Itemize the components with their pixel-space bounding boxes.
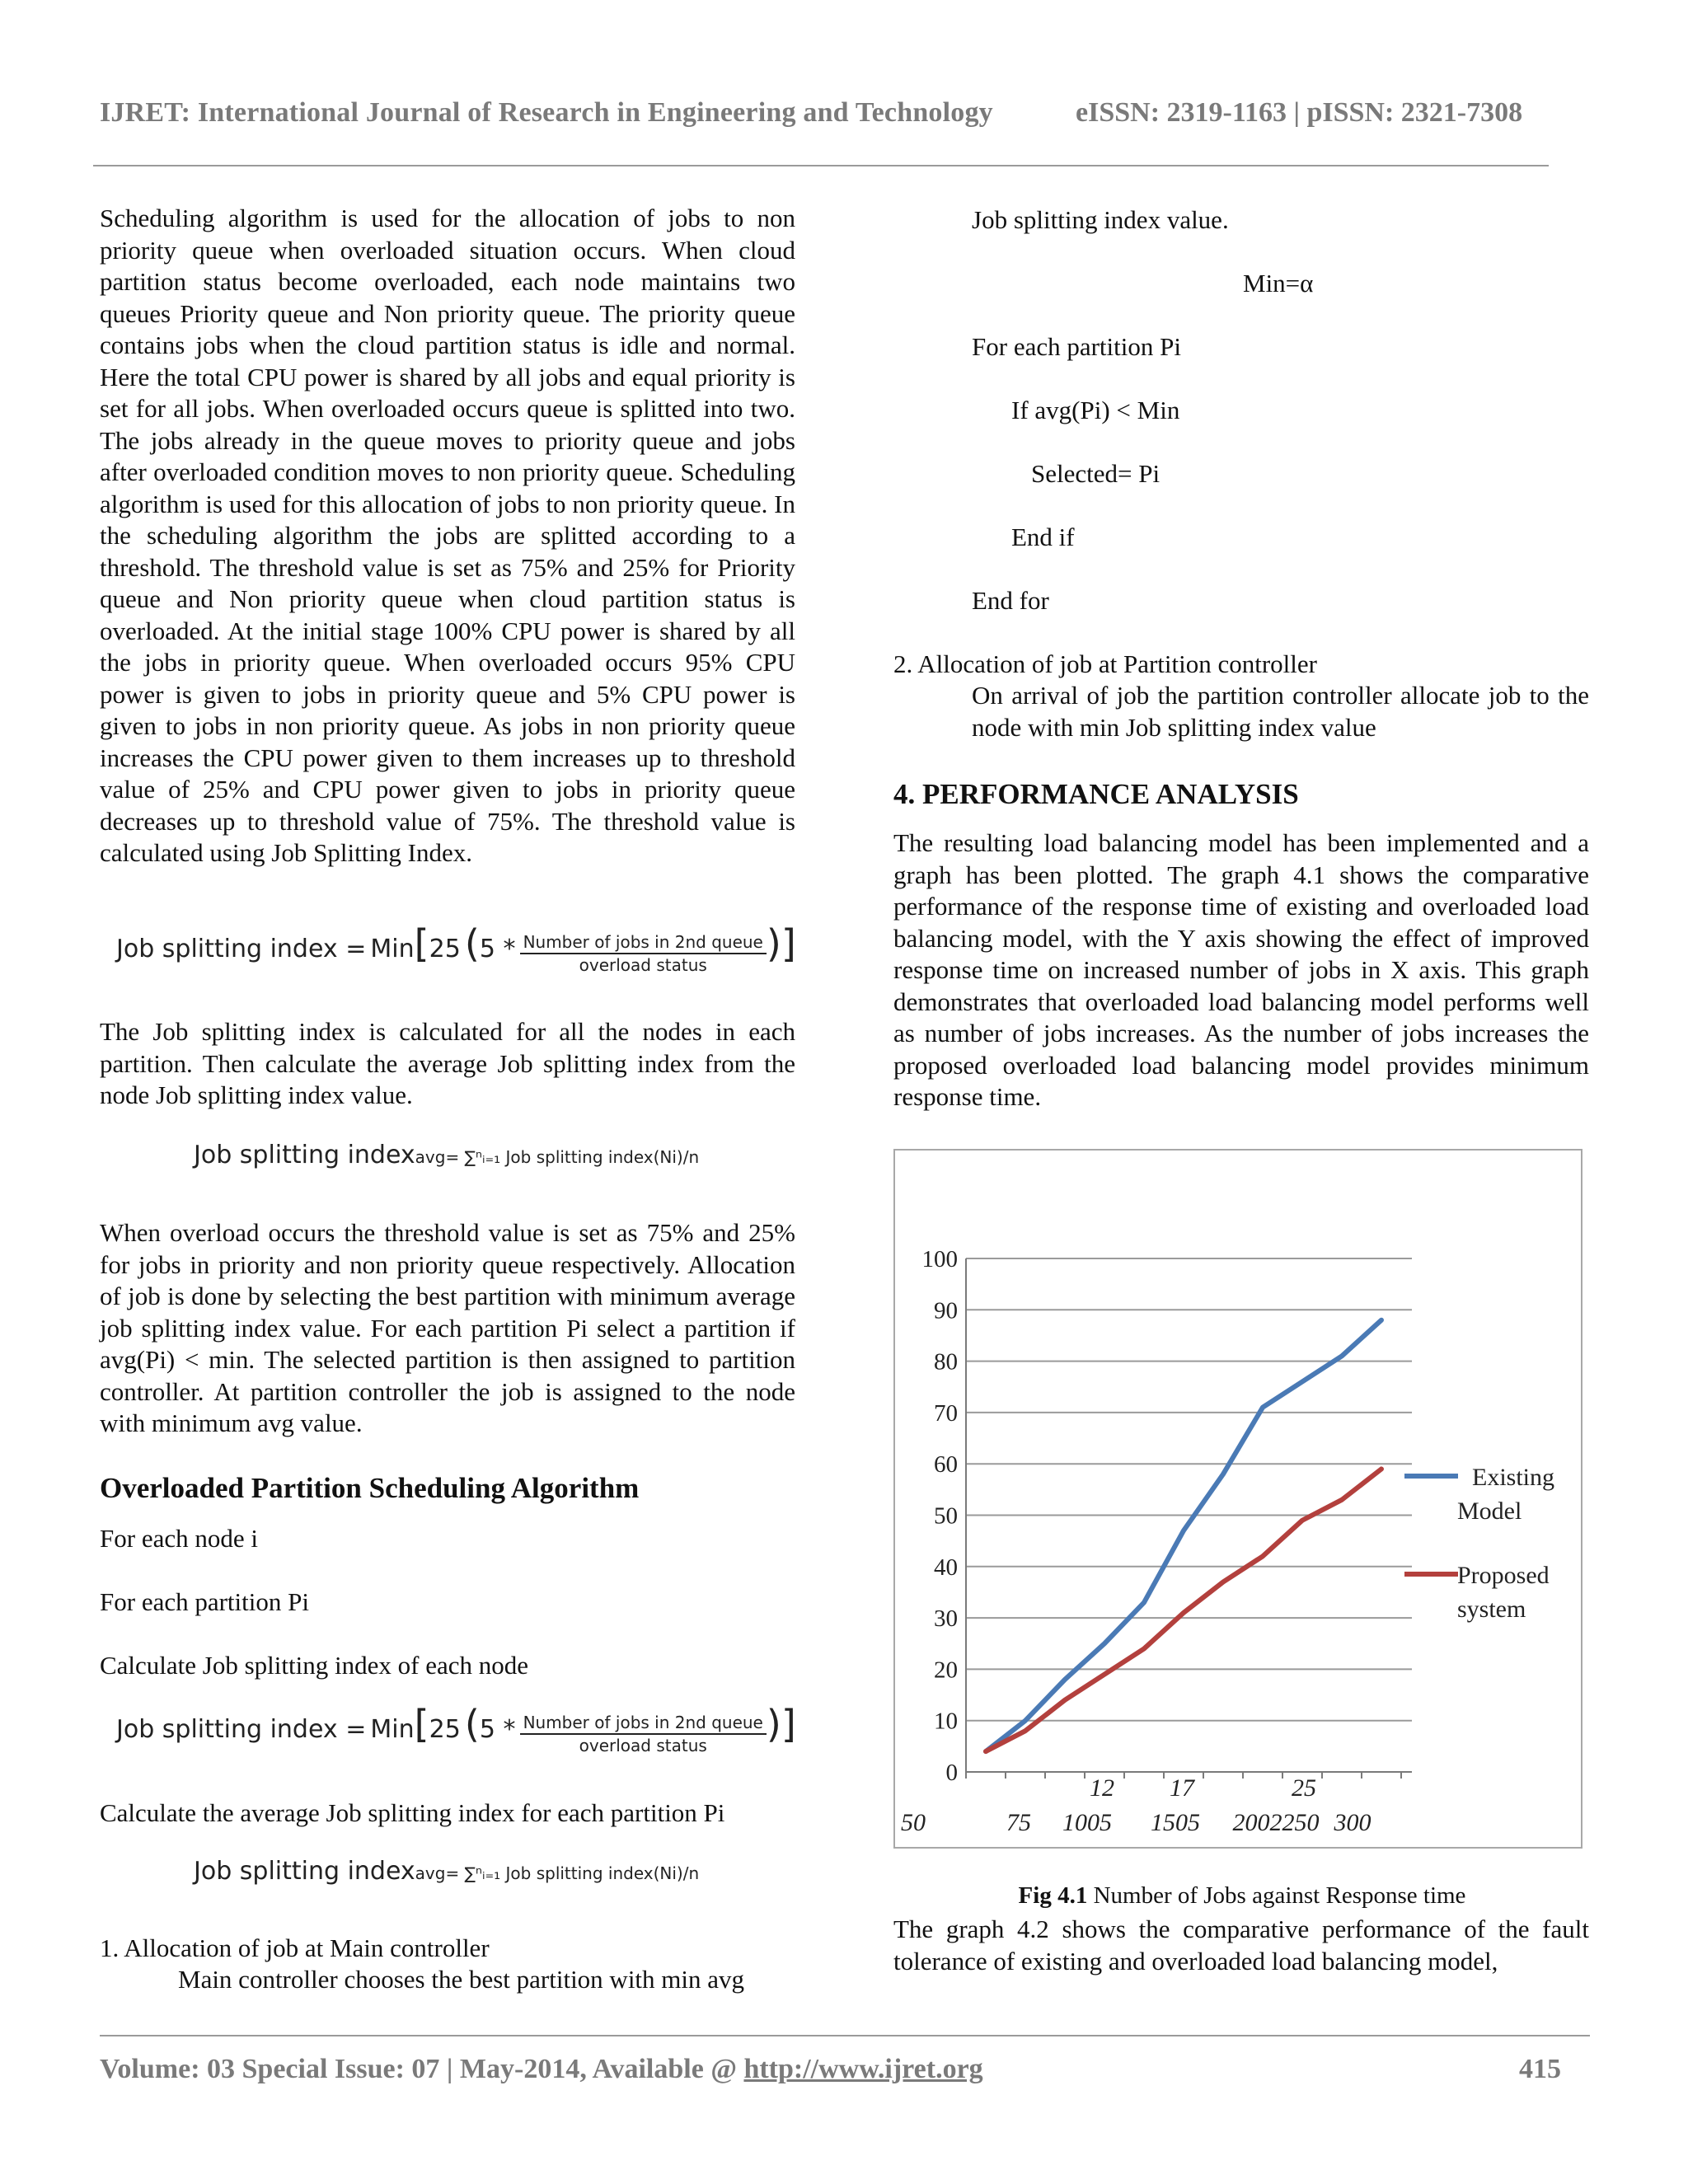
y-tick-label: 30 [934,1605,958,1633]
y-tick-label: 20 [934,1657,958,1684]
figure-caption: Fig 4.1 Number of Jobs against Response time [1018,1882,1466,1909]
footer-rule [100,2035,1590,2036]
alloc2-text: On arrival of job the partition controller allocate job to the node with min Job splitting index value [972,681,1589,742]
algo-line-partition: For each partition Pi [100,1587,309,1616]
legend-label: system [1457,1596,1526,1623]
after-caption-paragraph: The graph 4.2 shows the comparative performance of the fault tolerance of existing and overloaded load balancing model, [893,1915,1589,1975]
min-alpha: Min=α [1243,269,1314,298]
response-time-chart-svg [895,1151,1581,1847]
y-tick-label: 100 [921,1246,958,1272]
series-line-proposed [986,1469,1381,1751]
alloc2-title: 2. Allocation of job at Partition controller [893,649,1317,678]
algorithm-heading: Overloaded Partition Scheduling Algorithm [100,1472,640,1504]
issn-label: eISSN: 2319-1163 | pISSN: 2321-7308 [1076,97,1523,128]
end-if-line: End if [1011,523,1075,551]
journal-link[interactable]: http://www.ijret.org [743,2054,983,2084]
page-number: 415 [1519,2054,1561,2084]
y-tick-label: 80 [934,1348,958,1376]
avg-job-splitting-index-formula-2: Job splitting indexavg= ∑ⁿᵢ₌₁ Job splitting index(Ni)/n [194,1857,700,1886]
y-tick-label: 50 [934,1502,958,1530]
y-tick-label: 90 [934,1297,958,1324]
footer-volume: Volume: 03 Special Issue: 07 | May-2014, Available @ http://www.ijret.org [100,2054,983,2084]
performance-heading: 4. PERFORMANCE ANALYSIS [893,778,1299,810]
algo-line-calc: Calculate Job splitting index of each node [100,1651,528,1680]
x-tick-label: 25 [1292,1774,1316,1802]
selected-line: Selected= Pi [1031,459,1160,488]
journal-title: IJRET: International Journal of Research in Engineering and Technology [100,97,993,128]
legend-label: Model [1457,1497,1522,1525]
algo-line-average: Calculate the average Job splitting index for each partition Pi [100,1798,725,1827]
if-avg-line: If avg(Pi) < Min [1011,396,1180,424]
series-line-existing [986,1320,1381,1751]
legend-label: Proposed [1457,1562,1550,1589]
y-tick-label: 40 [934,1554,958,1581]
x-tick-label: 50 [901,1809,926,1836]
algo-line-node: For each node i [100,1524,258,1553]
x-tick-label: 1005 [1062,1809,1112,1836]
right-continuation: Job splitting index value. [972,205,1229,234]
end-for-line: End for [972,586,1049,615]
alloc-main-text: Main controller chooses the best partition with min avg [178,1965,745,1994]
x-tick-label: 1505 [1151,1809,1200,1836]
y-tick-label: 10 [934,1708,958,1735]
left-paragraph-1: Scheduling algorithm is used for the allocation of jobs to non priority queue when overloaded situation occurs. When cloud partition status become overloaded, each node maintains two queues Priority queue and Non priority queue. The priority queue contains jobs when the cloud partition status is idle and normal. Here the total CPU power is shared by all jobs and equal priority is set for all jobs. When overloaded occurs queue is splitted into two. The jobs already in the queue moves to priority queue and jobs after overloaded condition moves to non priority queue. Scheduling algorithm is used for this allocation of jobs to non priority queue. In the scheduling algorithm the jobs are splitted according to a threshold. The threshold value is set as 75% and 25% for Priority queue and Non priority queue when cloud partition status is overloaded. At the initial stage 100% CPU power is shared by all the jobs in priority queue. When overloaded occurs 95% CPU power is given to jobs in priority queue and 5% CPU power is given to jobs in non priority queue. As jobs in non priority queue increases the CPU power given to them increases up to threshold value of 25% and CPU power given to jobs in priority queue decreases up to threshold value of 75%. The threshold value is calculated using Job Splitting Index. [100,204,795,867]
left-paragraph-3: When overload occurs the threshold value is set as 75% and 25% for jobs in priority and non priority queue respectively. Allocation of job is done by selecting the best partition with minimum average job splitting index value. For each partition Pi select a partition if avg(Pi) < min. The selected partition is then assigned to partition controller. At partition controller the job is assigned to the node with minimum avg value. [100,1218,795,1437]
avg-job-splitting-index-formula: Job splitting indexavg= ∑ⁿᵢ₌₁ Job splitting index(Ni)/n [194,1141,700,1169]
job-splitting-index-formula-2: Job splitting index = Min[25 (5 * $\frac{\text{Number of jobs in 2nd queue}}{\text{overload status}}$ )] [116,1702,796,1755]
y-tick-label: 60 [934,1451,958,1479]
job-splitting-index-formula: Job splitting index = Min[25 (5 * $\frac{\text{Number of jobs in 2nd queue}}{\text{overload status}}$ )] [116,921,796,975]
x-tick-label: 2002250 [1232,1809,1320,1836]
y-tick-label: 70 [934,1399,958,1427]
alloc-main-title: 1. Allocation of job at Main controller [100,1933,490,1962]
legend-label: Existing [1472,1464,1555,1491]
x-tick-label: 75 [1006,1809,1031,1836]
x-tick-label: 12 [1090,1774,1114,1802]
x-tick-label: 300 [1334,1809,1372,1836]
response-time-chart [893,1149,1582,1849]
for-each-partition: For each partition Pi [972,332,1181,361]
x-tick-label: 17 [1170,1774,1194,1802]
left-paragraph-2: The Job splitting index is calculated for all the nodes in each partition. Then calculate the average Job splitting index from the node Job splitting index value. [100,1017,795,1109]
y-tick-label: 0 [945,1760,958,1786]
header-rule [93,165,1549,166]
performance-paragraph: The resulting load balancing model has been implemented and a graph has been plotted. The graph 4.1 shows the comparative performance of the response time of existing and overloaded load balancing model, with the Y axis showing the effect of improved response time on increased number of jobs in X axis. This graph demonstrates that overloaded load balancing model performs well as number of jobs increases. As the number of jobs increases the proposed overloaded load balancing model provides minimum response time. [893,828,1589,1111]
